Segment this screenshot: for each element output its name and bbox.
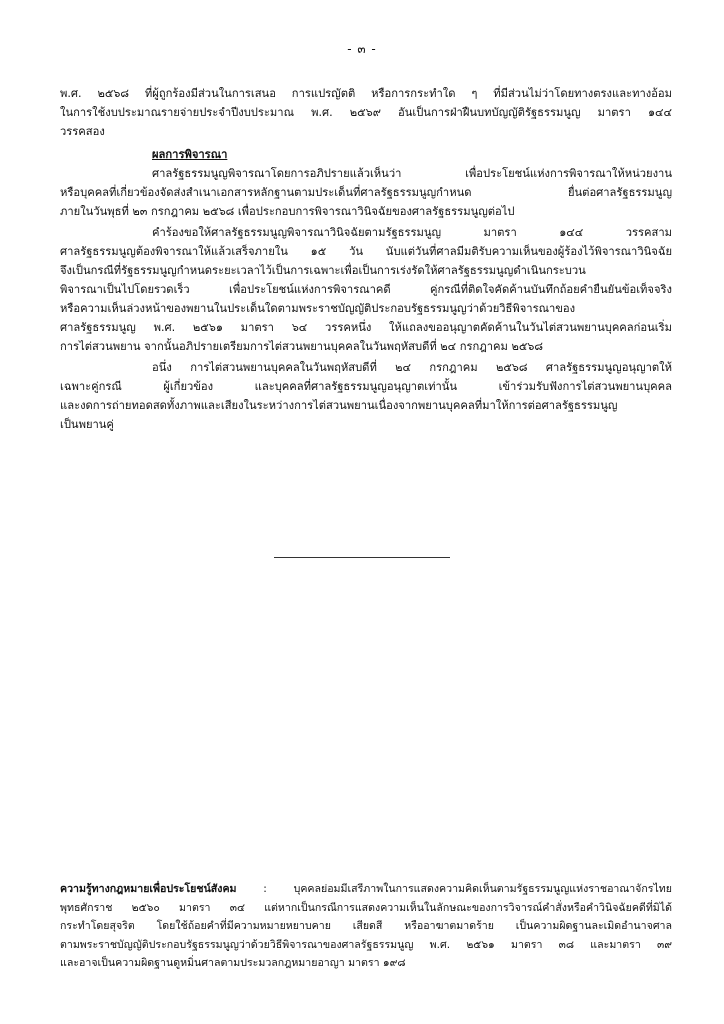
text-line: ศาลรัฐธรรมนูญ พ.ศ. ๒๕๖๑ มาตรา ๖๔ วรรคหนึ่ง ให้แถลงขออนุญาตคัดค้านในวันไต่สวนพยานบุคคลก่อนเริ่ม: [60, 321, 672, 334]
paragraph-2: [60, 223, 672, 356]
text-line: หรือบุคคลที่เกี่ยวข้องจัดส่งสำเนาเอกสารหลักฐานตามประเด็นที่ศาลรัฐธรรมนูญกำหนด ยื่นต่อศาลรัฐธรรมนูญ: [60, 186, 672, 199]
document-body: [60, 84, 672, 434]
text-line: อนึ่ง การไต่สวนพยานบุคคลในวันพฤหัสบดีที่ ๒๔ กรกฎาคม ๒๕๖๘ ศาลรัฐธรรมนูญอนุญาตให้: [152, 361, 672, 374]
text-line: ศาลรัฐธรรมนูญพิจารณาโดยการอภิปรายแล้วเห็นว่า เพื่อประโยชน์แห่งการพิจารณาให้หน่วยงาน: [152, 167, 672, 180]
section-separator: [274, 557, 450, 558]
text-line: การไต่สวนพยาน จากนั้นอภิปรายเตรียมการไต่สวนพยานบุคคลในวันพฤหัสบดีที่ ๒๔ กรกฎาคม ๒๕๖๘: [60, 340, 544, 353]
text-line: พ.ศ. ๒๕๖๘ ที่ผู้ถูกร้องมีส่วนในการเสนอ การแปรญัตติ หรือการกระทำใด ๆ ที่มีส่วนไม่ว่าโดยทางตรงและทางอ้อม: [60, 87, 672, 100]
text-line: ในการใช้งบประมาณรายจ่ายประจำปีงบประมาณ พ.ศ. ๒๕๖๙ อันเป็นการฝ่าฝืนบทบัญญัติรัฐธรรมนูญ มาตรา ๑๔๔: [60, 106, 672, 119]
footer-lead-rest: : บุคคลย่อมมีเสรีภาพในการแสดงความคิดเห็นตามรัฐธรรมนูญแห่งราชอาณาจักรไทย: [236, 883, 672, 895]
text-line: คำร้องขอให้ศาลรัฐธรรมนูญพิจารณาวินิจฉัยตามรัฐธรรมนูญ มาตรา ๑๔๔ วรรคสาม: [152, 226, 672, 239]
footer-line: กระทำโดยสุจริต โดยใช้ถ้อยคำที่มีความหมายหยาบคาย เสียดสี หรืออาฆาตมาดร้าย เป็นความผิดฐานละเมิดอำนาจศาล: [60, 920, 672, 932]
text-line: เป็นพยานคู่: [60, 418, 114, 431]
footer-line: [60, 880, 672, 899]
text-line: หรือความเห็นล่วงหน้าของพยานในประเด็นใดตามพระราชบัญญัติประกอบรัฐธรรมนูญว่าด้วยวิธีพิจารณาของ: [60, 302, 576, 315]
footer-line: และอาจเป็นความผิดฐานดูหมิ่นศาลตามประมวลกฎหมายอาญา มาตรา ๑๙๘: [60, 957, 406, 969]
text-line: พิจารณาเป็นไปโดยรวดเร็ว เพื่อประโยชน์แห่งการพิจารณาคดี คู่กรณีที่ติดใจคัดค้านบันทึกถ้อยคำยืนยันข้อเท็จจริง: [60, 283, 672, 296]
text-line: ภายในวันพุธที่ ๒๓ กรกฎาคม ๒๕๖๘ เพื่อประกอบการพิจารณาวินิจฉัยของศาลรัฐธรรมนูญต่อไป: [60, 205, 515, 218]
text-line: วรรคสอง: [60, 125, 105, 138]
text-line: เฉพาะคู่กรณี ผู้เกี่ยวข้อง และบุคคลที่ศาลรัฐธรรมนูญอนุญาตเท่านั้น เข้าร่วมรับฟังการไต่สวนพยานบุคคล: [60, 380, 672, 393]
paragraph-1: [60, 164, 672, 221]
legal-notice-footer: [60, 880, 672, 973]
page-number: - ๓ -: [347, 42, 377, 56]
footer-lead: ความรู้ทางกฎหมายเพื่อประโยชน์สังคม: [60, 883, 237, 895]
footer-line: ตามพระราชบัญญัติประกอบรัฐธรรมนูญว่าด้วยวิธีพิจารณาของศาลรัฐธรรมนูญ พ.ศ. ๒๕๖๑ มาตรา ๓๘ และมาตรา ๓๙: [60, 938, 672, 951]
section-heading: ผลการพิจารณา: [152, 148, 228, 161]
paragraph-3: [60, 358, 672, 434]
text-line: ศาลรัฐธรรมนูญต้องพิจารณาให้แล้วเสร็จภายใน ๑๕ วัน นับแต่วันที่ศาลมีมติรับความเห็นของผู้ร้องไว้พิจารณาวินิจฉัย: [60, 245, 672, 258]
text-line: และงดการถ่ายทอดสดทั้งภาพและเสียงในระหว่างการไต่สวนพยานเนื่องจากพยานบุคคลที่มาให้การต่อศาลรัฐธรรมนูญ: [60, 399, 618, 412]
intro-paragraph: [60, 84, 672, 141]
footer-line: พุทธศักราช ๒๕๖๐ มาตรา ๓๔ แต่หากเป็นกรณีการแสดงความเห็นในลักษณะของการวิจารณ์คำสั่งหรือคำวินิจฉัยคดีที่มิได้: [60, 901, 672, 914]
text-line: จึงเป็นกรณีที่รัฐธรรมนูญกำหนดระยะเวลาไว้เป็นการเฉพาะเพื่อเป็นการเร่งรัดให้ศาลรัฐธรรมนูญดำเนินกระบวน: [60, 264, 586, 277]
